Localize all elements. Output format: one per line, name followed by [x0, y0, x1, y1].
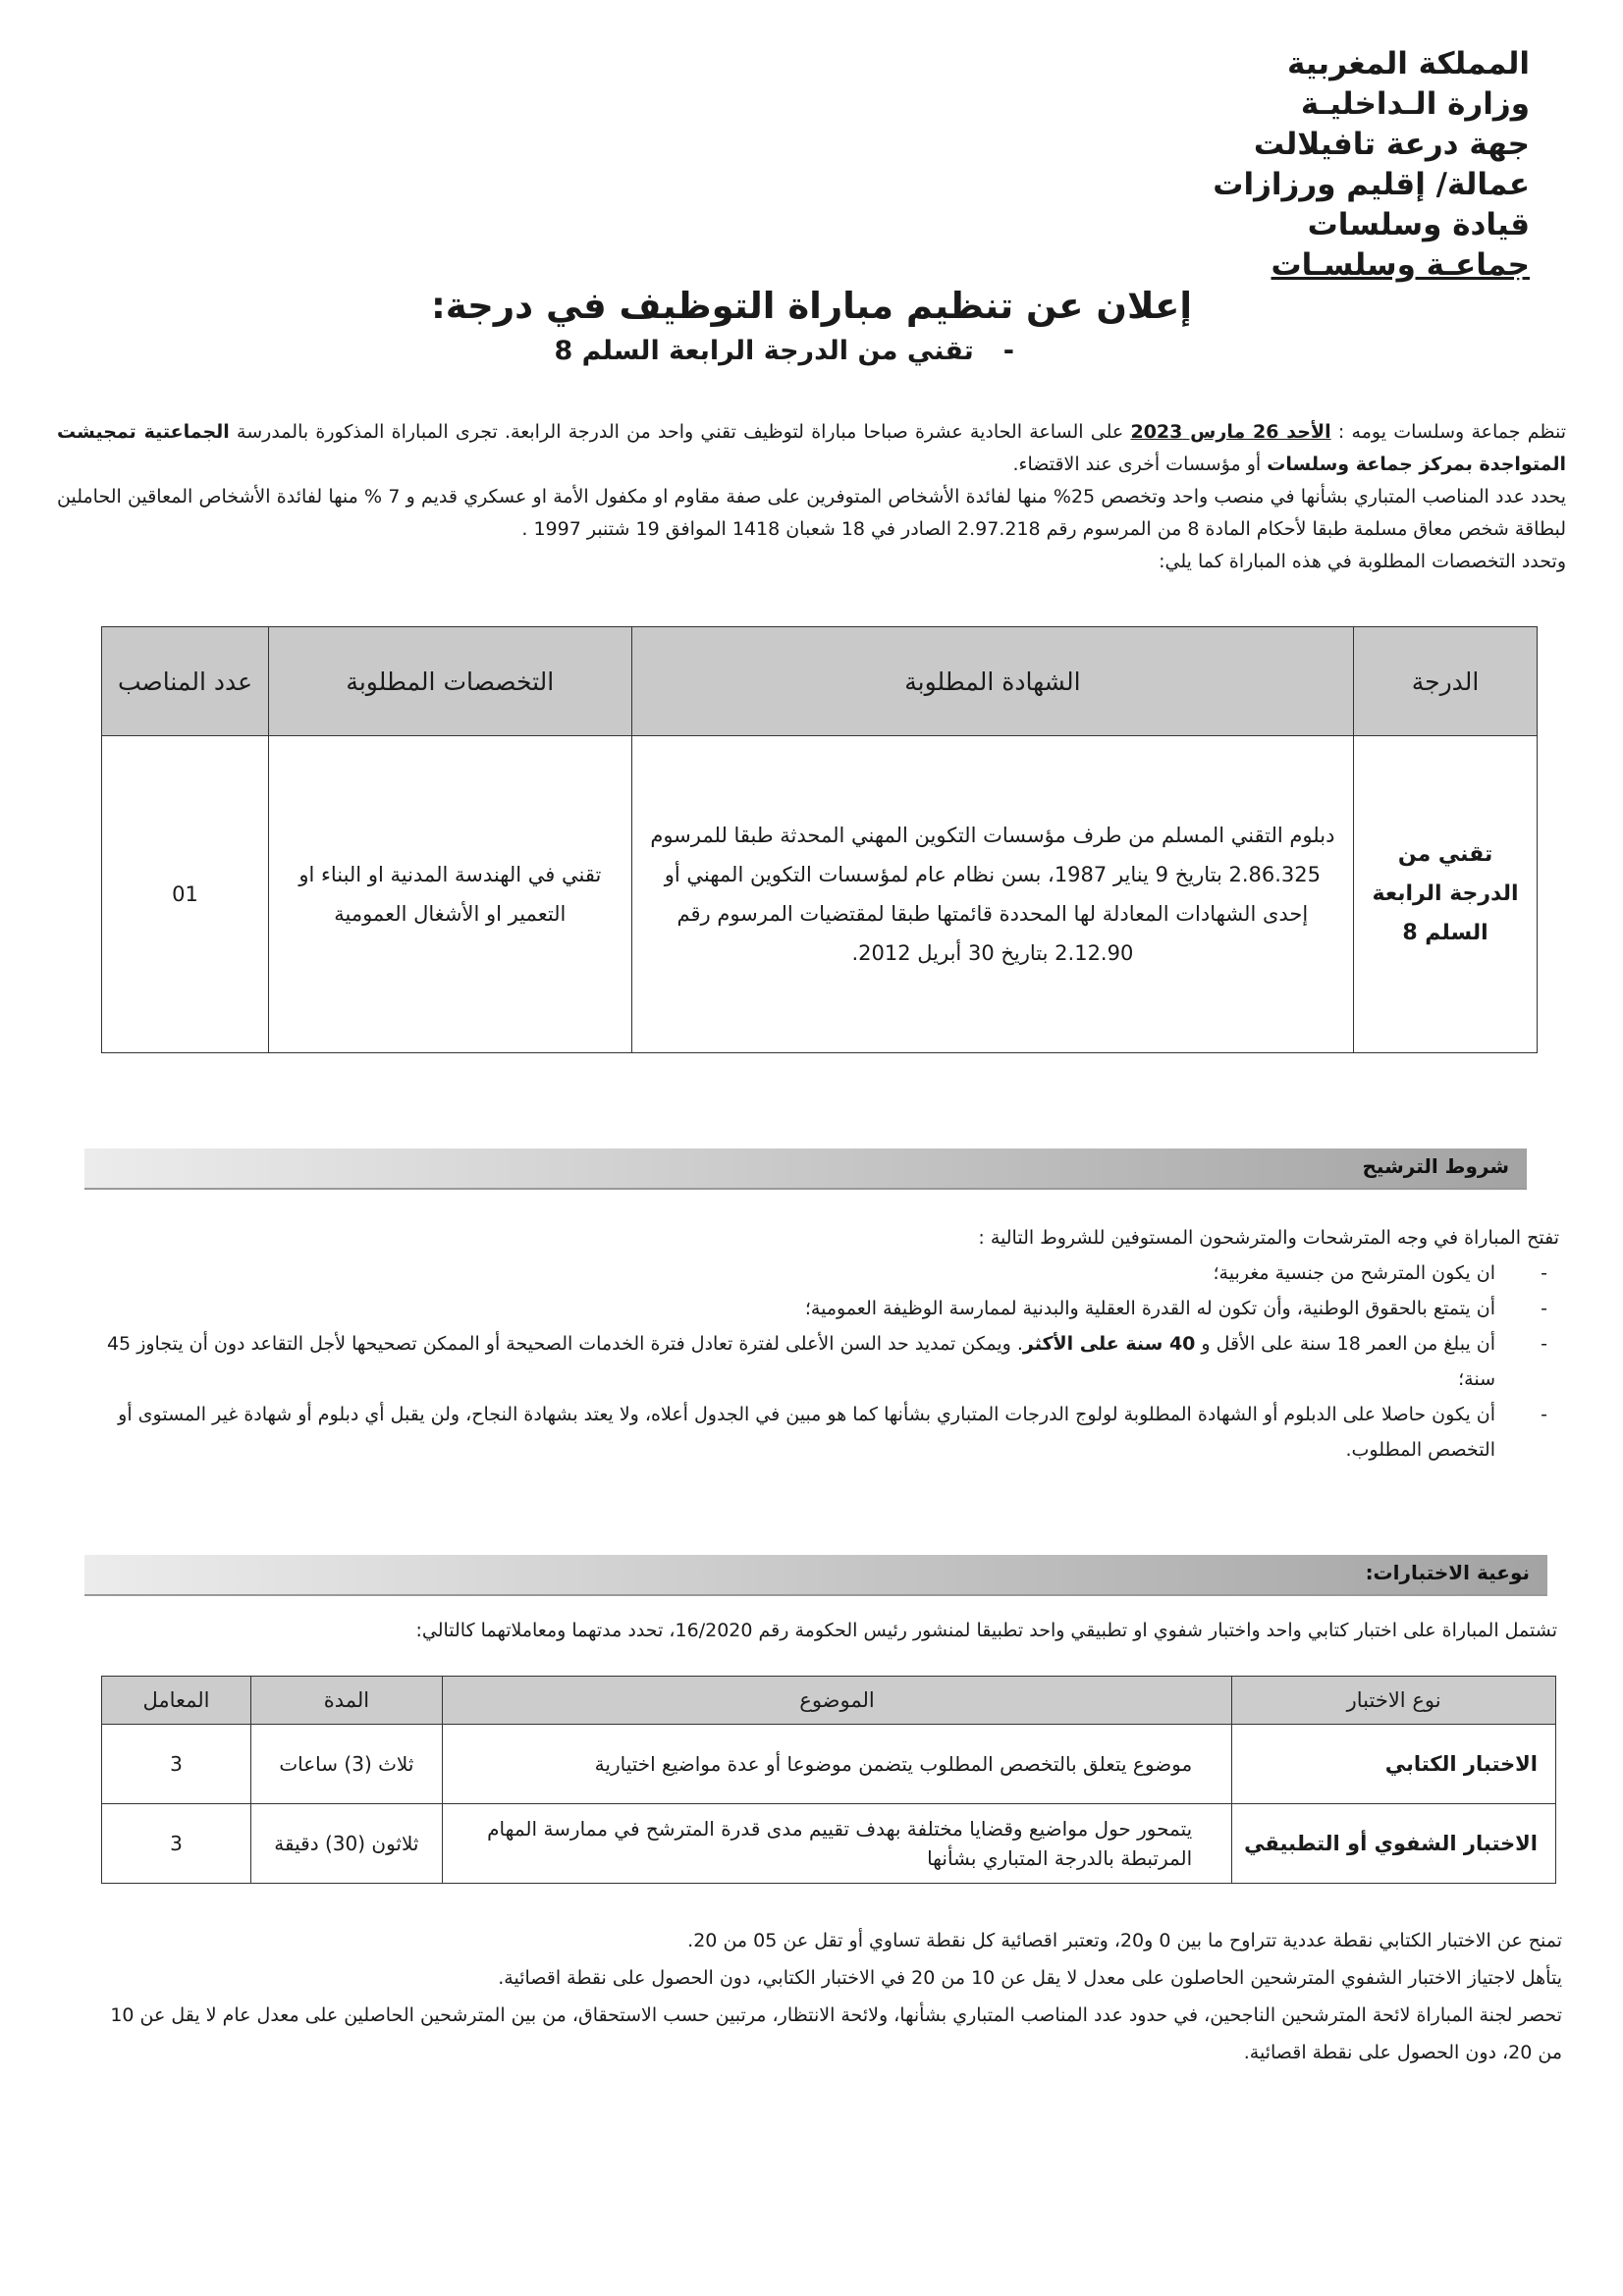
cell-test-type: الاختبار الكتابي — [1232, 1725, 1556, 1804]
bullet-dash: - — [1541, 1298, 1547, 1319]
cell-coefficient: 3 — [102, 1804, 251, 1884]
list-item — [83, 1397, 1559, 1468]
cell-coefficient: 3 — [102, 1725, 251, 1804]
condition-civil-rights: أن يتمتع بالحقوق الوطنية، وأن تكون له القدرة العقلية والبدنية لممارسة الوظيفة العمومية؛ — [804, 1298, 1495, 1319]
list-item — [83, 1255, 1559, 1291]
header-grade: الدرجة — [1354, 627, 1538, 736]
condition-age-start: أن يبلغ من العمر 18 سنة على الأقل و — [1195, 1333, 1495, 1355]
header-count: عدد المناصب — [102, 627, 269, 736]
header-test-type: نوع الاختبار — [1232, 1677, 1556, 1725]
letterhead — [1213, 44, 1530, 286]
condition-age-max: 40 سنة على الأكثر — [1022, 1333, 1196, 1355]
cell-diploma: دبلوم التقني المسلم من طرف مؤسسات التكوين المهني المحدثة طبقا للمرسوم 2.86.325 بتاريخ 9 يناير 1987، بسن نظام عام لمؤسسات التكوين المهني أو إحدى الشهادات المعادلة لها المحددة قائمتها طبقا لمقتضيات المرسوم رقم 2.12.90 بتاريخ 30 أبريل 2012. — [631, 736, 1353, 1053]
conditions-block — [83, 1220, 1559, 1468]
table-row — [102, 1804, 1556, 1884]
cell-duration: ثلاثون (30) دقيقة — [250, 1804, 442, 1884]
condition-nationality: ان يكون المترشح من جنسية مغربية؛ — [1213, 1262, 1495, 1284]
competition-date: الأحد 26 مارس 2023 — [1130, 421, 1331, 443]
tests-section-bar — [84, 1555, 1547, 1596]
closing-paragraph-2: يتأهل لاجتياز الاختبار الشفوي المترشحين الحاصلون على معدل لا يقل عن 10 من 20 في الاختبار الكتابي، دون الحصول على نقطة اقصائية. — [498, 1967, 1562, 1989]
list-item — [83, 1326, 1559, 1397]
province-line: عمالة/ إقليم ورزازات — [1213, 167, 1530, 202]
header-diploma: الشهادة المطلوبة — [631, 627, 1353, 736]
ministry-line: وزارة الـداخليـة — [1300, 86, 1530, 122]
commune-line: جماعـة وسلسـات — [1271, 247, 1530, 283]
closing-paragraph-3: تحصر لجنة المباراة لائحة المترشحين الناجحين، في حدود عدد المناصب المتباري بشأنها، ولائحة الانتظار، مرتبين حسب الاستحقاق، من بين المترشحين الحاصلين على معدل عام لا يقل عن 10 من 20، دون الحصول على نقطة اقصائية. — [110, 2004, 1562, 2063]
intro-paragraph-3: وتحدد التخصصات المطلوبة في هذه المباراة كما يلي: — [1159, 551, 1566, 572]
conditions-list — [83, 1255, 1559, 1468]
cell-duration: ثلاث (3) ساعات — [250, 1725, 442, 1804]
list-item — [83, 1291, 1559, 1326]
intro-text — [57, 416, 1566, 578]
bullet-dash: - — [1541, 1262, 1547, 1284]
cell-specialties: تقني في الهندسة المدنية او البناء او التعمير او الأشغال العمومية — [268, 736, 631, 1053]
cell-subject: يتمحور حول مواضيع وقضايا مختلفة بهدف تقييم مدى قدرة المترشح في ممارسة المهام المرتبطة بالدرجة المتباري بشأنها — [442, 1804, 1231, 1884]
subtitle-text: تقني من الدرجة الرابعة السلم 8 — [554, 336, 974, 366]
table-row — [102, 736, 1538, 1053]
region-line: جهة درعة تافيلالت — [1253, 127, 1530, 162]
conditions-intro: تفتح المباراة في وجه المترشحات والمترشحون المستوفين للشروط التالية : — [978, 1227, 1559, 1249]
kingdom-line: المملكة المغربية — [1286, 46, 1530, 81]
intro-paragraph-1 — [57, 416, 1566, 481]
conditions-section-title: شروط الترشيح — [1362, 1154, 1509, 1178]
page-title: إعلان عن تنظيم مباراة التوظيف في درجة: — [430, 285, 1193, 327]
closing-paragraph-1: تمنح عن الاختبار الكتابي نقطة عددية تتراوح ما بين 0 و20، وتعتبر اقصائية كل نقطة تساوي أو تقل عن 05 من 20. — [687, 1930, 1562, 1951]
cell-grade: تقني من الدرجة الرابعة السلم 8 — [1354, 736, 1538, 1053]
cell-test-type: الاختبار الشفوي أو التطبيقي — [1232, 1804, 1556, 1884]
header-duration: المدة — [250, 1677, 442, 1725]
intro-p1-start: تنظم جماعة وسلسات يومه : — [1330, 421, 1566, 443]
positions-table-header — [102, 627, 1538, 736]
intro-p1-middle: على الساعة الحادية عشرة صباحا مباراة لتوظيف تقني واحد من الدرجة الرابعة. تجرى المباراة المذكورة بالمدرسة — [229, 421, 1131, 443]
condition-diploma: أن يكون حاصلا على الدبلوم أو الشهادة المطلوبة لولوج الدرجات المتباري بشأنها كما هو مبين في الجدول أعلاه، ولا يعتد بشهادة النجاح، ولن يقبل أي دبلوم أو شهادة غير المستوى أو التخصص المطلوب. — [118, 1404, 1495, 1461]
conditions-section-bar — [84, 1148, 1527, 1190]
condition-age-end: . ويمكن تمديد حد السن الأعلى لفترة تعادل فترة الخدمات الصحيحة أو الممكن تصحيحها لأجل التقاعد دون أن يتجاوز 45 سنة؛ — [106, 1333, 1495, 1390]
competition-venue: الجماعتية تمجيشت المتواجدة بمركز جماعة وسلسات — [57, 421, 1566, 475]
tests-table-header — [102, 1677, 1556, 1725]
closing-text — [88, 1922, 1562, 2071]
bullet-dash: - — [1541, 1404, 1547, 1425]
header-subject: الموضوع — [442, 1677, 1231, 1725]
tests-table — [101, 1676, 1556, 1884]
tests-intro: تشتمل المباراة على اختبار كتابي واحد واختبار شفوي او تطبيقي واحد تطبيقا لمنشور رئيس الحكومة رقم 16/2020، تحدد مدتهما ومعاملاتهما كالتالي: — [415, 1620, 1557, 1641]
caidat-line: قيادة وسلسات — [1307, 207, 1530, 242]
intro-paragraph-2: يحدد عدد المناصب المتباري بشأنها في منصب واحد وتخصص 25% منها لفائدة الأشخاص المتوفرين على صفة مقاوم او مكفول الأمة او عسكري قديم و 7 % منها لفائدة الأشخاص المعاقين الحاملين لبطاقة شخص معاق مسلمة طبقا لأحكام المادة 8 من المرسوم رقم 2.97.218 الصادر في 18 شعبان 1418 الموافق 19 شتنبر 1997 . — [57, 486, 1566, 540]
tests-section-title: نوعية الاختبارات: — [1365, 1561, 1530, 1584]
page-subtitle — [554, 336, 1014, 366]
bullet-dash: - — [1541, 1333, 1547, 1355]
header-specialties: التخصصات المطلوبة — [268, 627, 631, 736]
table-row — [102, 1725, 1556, 1804]
positions-table — [101, 626, 1538, 1053]
header-coefficient: المعامل — [102, 1677, 251, 1725]
subtitle-dash: - — [1002, 336, 1014, 366]
cell-subject: موضوع يتعلق بالتخصص المطلوب يتضمن موضوعا أو عدة مواضيع اختيارية — [442, 1725, 1231, 1804]
intro-p1-end: أو مؤسسات أخرى عند الاقتضاء. — [1012, 454, 1268, 475]
cell-count: 01 — [102, 736, 269, 1053]
